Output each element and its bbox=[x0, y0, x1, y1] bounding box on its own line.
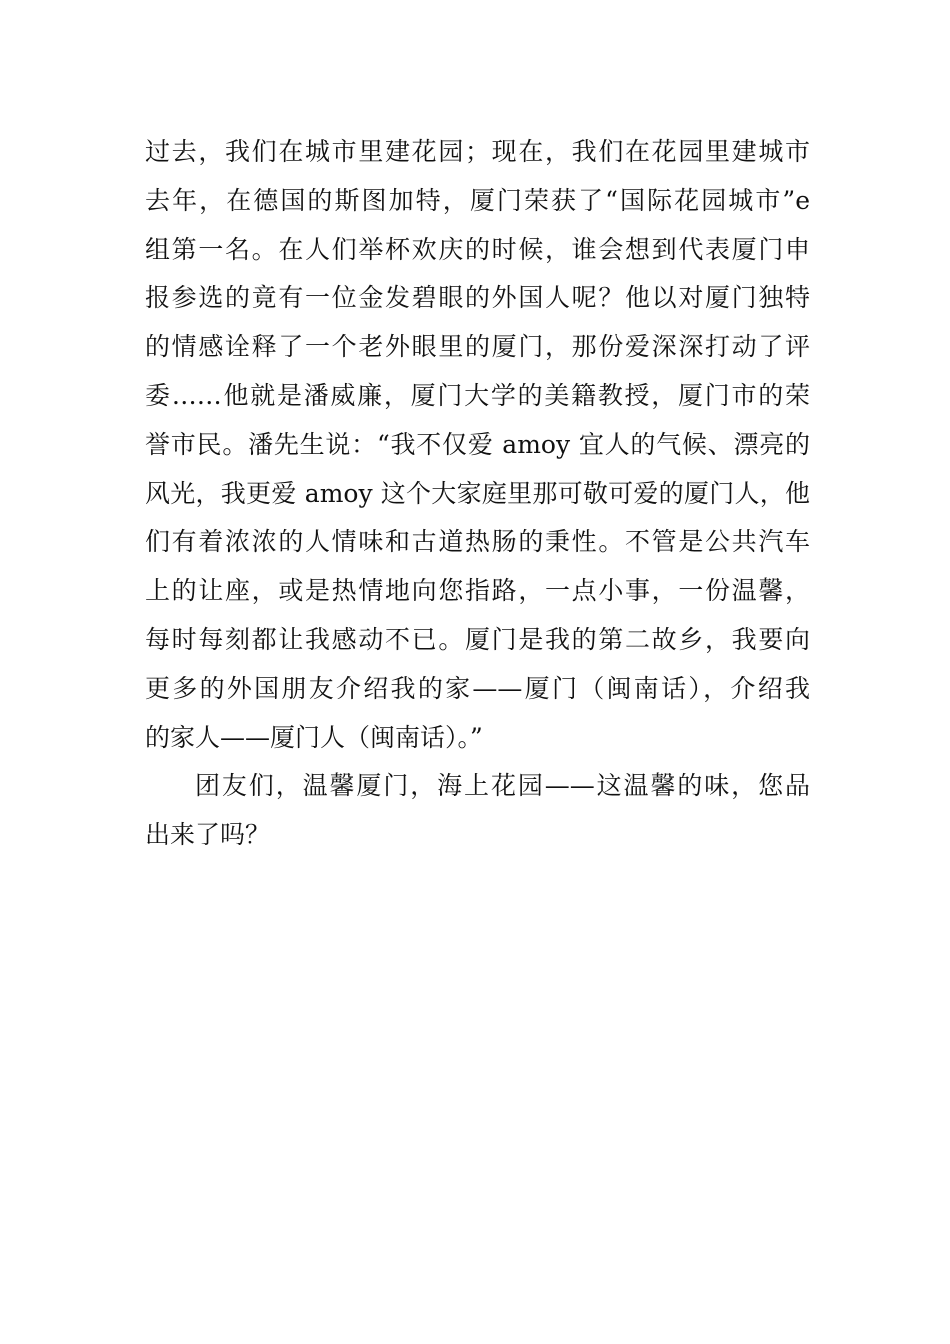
text-line: 出来了吗？ bbox=[145, 820, 271, 850]
text-line: 更多的外国朋友介绍我的家——厦门（闽南话），介绍我 bbox=[145, 673, 810, 703]
paragraph-start-line: 团友们，温馨厦门，海上花园——这温馨的味，您品 bbox=[195, 771, 810, 801]
text-line: 的情感诠释了一个老外眼里的厦门，那份爱深深打动了评 bbox=[145, 332, 810, 362]
text-line: 的家人——厦门人（闽南话）。” bbox=[145, 722, 483, 752]
text-line: 每时每刻都让我感动不已。厦门是我的第二故乡，我要向 bbox=[145, 624, 810, 654]
body-text bbox=[145, 128, 810, 860]
text-line: 誉市民。潘先生说：“我不仅爱 amoy 宜人的气候、漂亮的 bbox=[145, 429, 810, 459]
text-line: 上的让座，或是热情地向您指路，一点小事，一份温馨， bbox=[145, 576, 810, 606]
text-line: 委……他就是潘威廉，厦门大学的美籍教授，厦门市的荣 bbox=[145, 380, 810, 410]
text-line: 风光，我更爱 amoy 这个大家庭里那可敬可爱的厦门人，他 bbox=[145, 478, 810, 508]
text-line: 组第一名。在人们举杯欢庆的时候，谁会想到代表厦门申 bbox=[145, 234, 810, 264]
text-line: 们有着浓浓的人情味和古道热肠的秉性。不管是公共汽车 bbox=[145, 527, 810, 557]
text-line: 报参选的竟有一位金发碧眼的外国人呢？他以对厦门独特 bbox=[145, 283, 810, 313]
text-line: 过去，我们在城市里建花园；现在，我们在花园里建城市 bbox=[145, 137, 810, 166]
text-line: 去年，在德国的斯图加特，厦门荣获了“国际花园城市”e bbox=[145, 185, 810, 215]
